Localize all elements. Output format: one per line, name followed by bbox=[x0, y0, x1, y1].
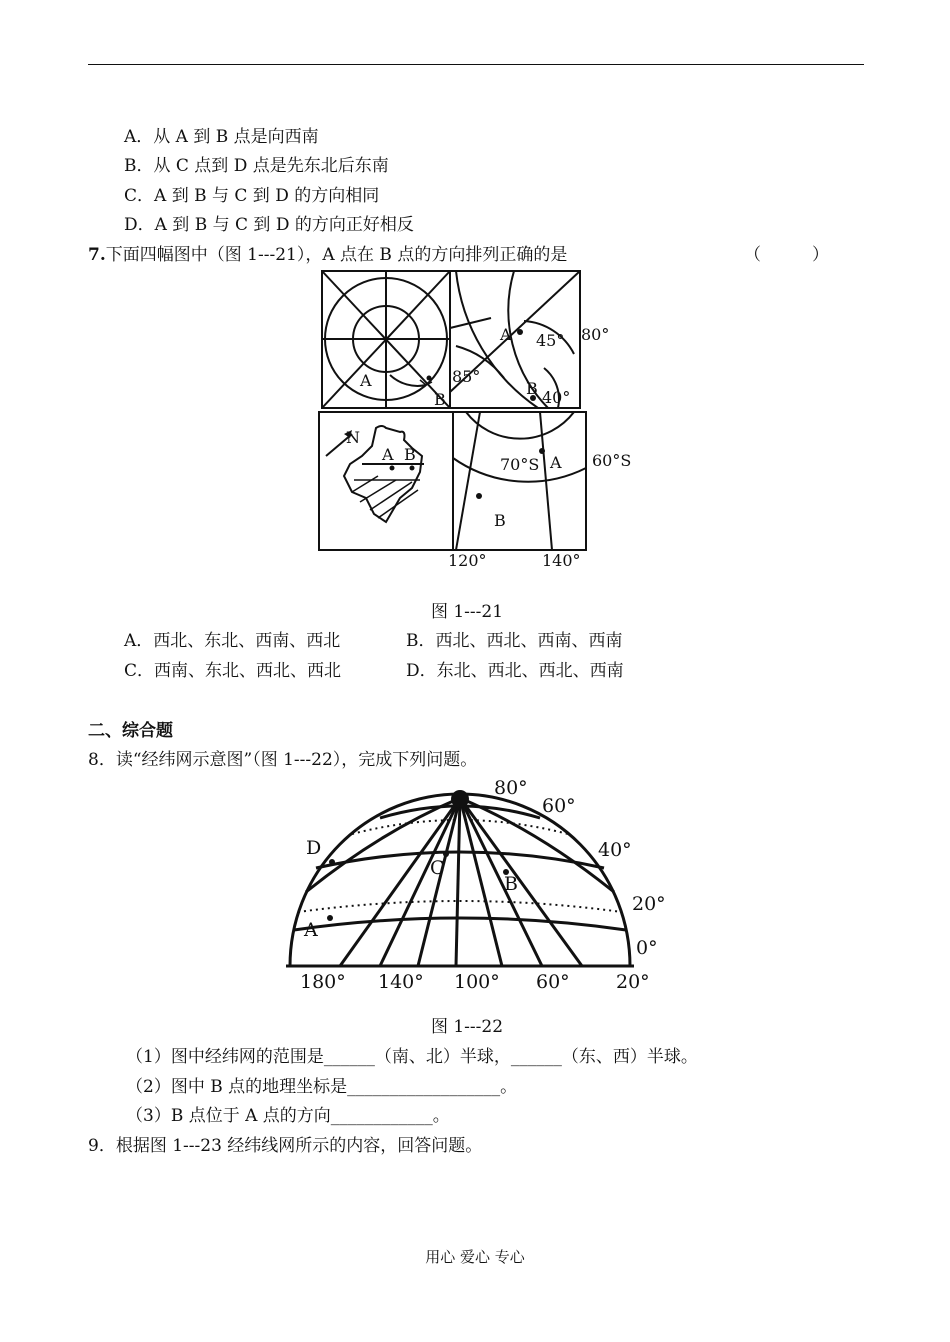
lat-label-20: 20° bbox=[632, 893, 666, 915]
lon-label-20: 20° bbox=[616, 971, 650, 993]
lon-label-100: 100° bbox=[454, 971, 500, 993]
figure-1-22-caption: 图 1---22 bbox=[430, 1017, 504, 1037]
panel-3-point-a bbox=[390, 466, 395, 471]
label-point-c: C bbox=[430, 857, 445, 879]
panel-2-point-a bbox=[517, 329, 523, 335]
section-2-title: 二、综合题 bbox=[88, 721, 173, 741]
fig21-label-a1: A bbox=[360, 371, 372, 390]
lon-label-180: 180° bbox=[300, 971, 346, 993]
q8-sub-3: （3）B 点位于 A 点的方向____________。 bbox=[126, 1106, 450, 1126]
q8-sub-1: （1）图中经纬网的范围是______（南、北）半球，______（东、西）半球。 bbox=[126, 1047, 698, 1067]
fig21-label-a3: A bbox=[382, 445, 394, 464]
tropic-line bbox=[298, 901, 622, 912]
panel-4-point-a bbox=[539, 448, 545, 454]
fig21-label-120: 120° bbox=[448, 551, 487, 570]
q7-option-c: C．西南、东北、西北、西北 bbox=[124, 661, 342, 681]
header-rule bbox=[88, 64, 864, 65]
fig21-label-85: 85° bbox=[452, 367, 481, 386]
q7-question bbox=[88, 244, 567, 266]
q7-option-d: D．东北、西北、西北、西南 bbox=[406, 661, 624, 681]
fig21-label-b3: B bbox=[404, 445, 416, 464]
parallel-20 bbox=[294, 918, 626, 930]
label-point-b: B bbox=[504, 873, 518, 895]
panel-4-point-b bbox=[476, 493, 482, 499]
q7-number: 7. bbox=[88, 245, 106, 265]
lat-label-0: 0° bbox=[636, 937, 658, 959]
point-a bbox=[327, 915, 333, 921]
fig21-label-b1: B bbox=[434, 390, 446, 409]
page-footer: 用心 爱心 专心 bbox=[425, 1248, 525, 1266]
q7-option-b: B．西北、西北、西南、西南 bbox=[406, 631, 623, 651]
panel-3-frame bbox=[319, 412, 453, 550]
panel-3-point-b bbox=[410, 466, 415, 471]
fig21-label-b4: B bbox=[494, 511, 506, 530]
label-point-d: D bbox=[306, 837, 322, 859]
q8-sub-2: （2）图中 B 点的地理坐标是__________________。 bbox=[126, 1077, 518, 1097]
q7-text: 下面四幅图中（图 1---21），A 点在 B 点的方向排列正确的是 bbox=[105, 245, 568, 265]
q8-question: 8．读“经纬网示意图”（图 1---22），完成下列问题。 bbox=[88, 750, 478, 770]
fig21-label-n: N bbox=[346, 428, 360, 447]
q6-option-d: D．A 到 B 与 C 到 D 的方向正好相反 bbox=[124, 215, 414, 235]
fig21-label-70s: 70°S bbox=[500, 455, 540, 474]
fig21-label-a2: A bbox=[500, 325, 512, 344]
fig21-label-45: 45° bbox=[536, 331, 565, 350]
point-d bbox=[329, 859, 335, 865]
q6-option-c: C．A 到 B 与 C 到 D 的方向相同 bbox=[124, 186, 380, 206]
figure-1-21-caption: 图 1---21 bbox=[430, 602, 504, 622]
figure-1-21 bbox=[316, 268, 646, 574]
lat-label-60: 60° bbox=[542, 795, 576, 817]
q9-question: 9．根据图 1---23 经纬线网所示的内容，回答问题。 bbox=[88, 1136, 483, 1156]
lat-label-40: 40° bbox=[598, 839, 632, 861]
q7-option-a: A．西北、东北、西南、西北 bbox=[124, 631, 341, 651]
fig21-label-140: 140° bbox=[542, 551, 581, 570]
lat-label-80: 80° bbox=[494, 777, 528, 799]
fig21-label-40: 40° bbox=[542, 388, 571, 407]
figure-1-22 bbox=[280, 772, 670, 996]
fig21-label-b2: B bbox=[526, 379, 538, 398]
lon-label-140: 140° bbox=[378, 971, 424, 993]
label-point-a: A bbox=[304, 919, 318, 941]
fig21-label-a4: A bbox=[550, 453, 562, 472]
fig21-label-60s: 60°S bbox=[592, 451, 632, 470]
lon-label-60: 60° bbox=[536, 971, 570, 993]
q7-bracket-left: （ bbox=[744, 245, 761, 265]
fig21-label-80: 80° bbox=[581, 325, 610, 344]
panel-1-point-a bbox=[427, 376, 432, 381]
q7-bracket-right: ） bbox=[812, 245, 829, 265]
q6-option-a: A．从 A 到 B 点是向西南 bbox=[124, 127, 319, 147]
q6-option-b: B．从 C 点到 D 点是先东北后东南 bbox=[124, 156, 389, 176]
